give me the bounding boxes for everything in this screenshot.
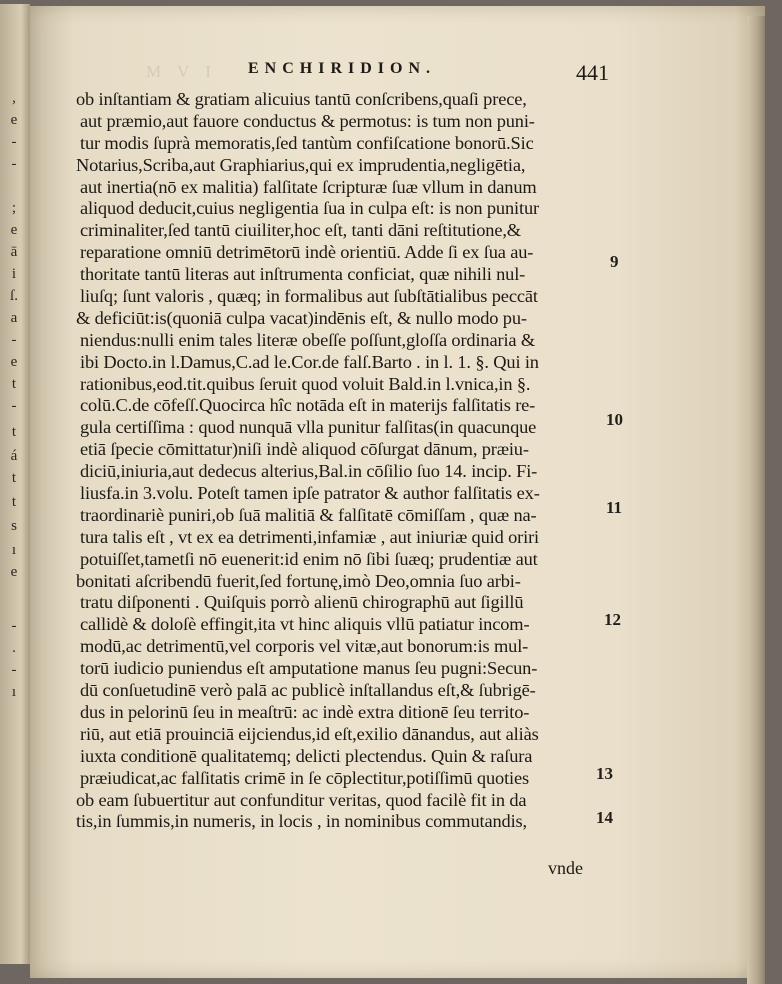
text-line: ob eam ſubuertitur aut confunditur veritas, quod facilè fit in da xyxy=(76,789,527,810)
text-line: iuxta conditionē qualitatemq; delicti plectendus. Quin & raſura xyxy=(80,745,533,766)
text-line: reparatione omniū detrimētorū indè orientiū. Adde ſi ex ſua au- xyxy=(80,242,534,263)
previous-page-edge xyxy=(0,4,30,964)
text-line: modū,ac detrimentū,vel corporis vel vitæ,aut bonorum:is mul- xyxy=(80,636,529,657)
text-line: callidè & doloſè effingit,ita vt hinc aliquis vllū patiatur incom- xyxy=(80,614,530,635)
prev-page-fragment: t xyxy=(11,424,17,440)
prev-page-fragment: - xyxy=(11,618,17,634)
text-line: & deficiūt:is(quoniā culpa vacat)indēnis eſt, & nullo modo pu- xyxy=(76,307,527,328)
text-line: præiudicat,ac falſitatis crimē in ſe cōplectitur,potiſſimū quoties xyxy=(80,767,530,788)
text-line: traordinariè puniri,ob ſuā malitiā & falſitatē cōmiſſam , quæ na- xyxy=(80,504,537,525)
page-number: 441 xyxy=(576,60,609,85)
text-line: Notarius,Scriba,aut Graphiarius,qui ex imprudentia,negligētia, xyxy=(76,154,526,175)
text-line: thoritate tantū literas aut inſtrumenta conficiat, quæ nihili nul- xyxy=(80,264,526,285)
text-line: criminaliter,ſed tantū ciuiliter,hoc eſt, tanti dāni reſtitutione,& xyxy=(80,220,521,241)
prev-page-fragment: t xyxy=(11,494,17,510)
prev-page-fragment: e xyxy=(10,112,18,128)
text-line: rationibus,eod.tit.quibus ſeruit quod voluit Bald.in l.vnica,in §. xyxy=(80,373,531,394)
prev-page-fragment: ſ. xyxy=(10,288,18,304)
text-line: liuſq; ſunt valoris , quæq; in formalibus aut ſubſtātialibus peccāt xyxy=(80,286,538,307)
prev-page-fragment: e xyxy=(10,222,18,238)
text-line: aut inertia(nō ex malitia) falſitate ſcripturæ ſuæ vllum in danum xyxy=(80,176,537,197)
margin-note-number: 11 xyxy=(606,498,623,517)
margin-note-number: 12 xyxy=(604,610,621,629)
text-line: aliquod deducit,cuius negligentia ſua in culpa eſt: is non punitur xyxy=(80,198,539,219)
text-line: ob inſtantiam & gratiam alicuius tantū conſcribens,quaſi prece, xyxy=(76,89,527,109)
text-line: tratu diſponenti . Quiſquis porrò alienū chirographū aut ſigillū xyxy=(80,592,524,613)
text-line: tur modis ſuprà memoratis,ſed tantùm confiſcatione bonorū.Sic xyxy=(80,132,534,153)
prev-page-fragment: - xyxy=(11,156,17,172)
prev-page-fragment: t xyxy=(11,376,17,392)
margin-note-number: 13 xyxy=(596,764,613,783)
margin-note-number: 14 xyxy=(596,808,613,827)
prev-page-fragment: - xyxy=(11,398,17,414)
text-line: aut præmio,aut fauore conductus & permotus: is tum non puni- xyxy=(80,110,535,131)
main-text-block xyxy=(76,89,616,833)
prev-page-fragment: ā xyxy=(10,244,18,260)
text-line: torū iudicio puniendus eſt amputatione manus ſeu pugni:Secun- xyxy=(80,658,538,679)
text-line: liusfa.in 3.volu. Poteſt tamen ipſe patrator & author falſitatis ex- xyxy=(80,483,540,504)
prev-page-fragment: ı xyxy=(11,542,17,558)
text-line: niendus:nulli enim tales literæ obeſſe poſſunt,gloſſa ordinaria & xyxy=(80,329,536,350)
prev-page-fragment: e xyxy=(10,354,18,370)
text-line: diciū,iniuria,aut dedecus alterius,Bal.in cōſilio ſuo 14. incip. Fi- xyxy=(80,461,538,482)
prev-page-fragment: , xyxy=(12,90,16,106)
prev-page-fragment: s xyxy=(11,518,17,534)
text-line: dū conſuetudinē verò palā ac publicè inſtallandus eſt,& ſubrigē- xyxy=(80,680,536,701)
prev-page-fragment: a xyxy=(10,310,18,326)
page-edge-shadow xyxy=(747,16,765,984)
text-line: tis,in ſummis,in numeris, in locis , in nominibus commutandis, xyxy=(76,811,527,832)
prev-page-fragment: ı xyxy=(11,684,17,700)
margin-note-number: 9 xyxy=(610,252,619,271)
prev-page-fragment: - xyxy=(11,134,17,150)
text-line: ibi Docto.in l.Damus,C.ad le.Cor.de falſ.Barto . in l. 1. §. Qui in xyxy=(80,351,539,372)
prev-page-fragment: - xyxy=(11,332,17,348)
text-line: tura talis eſt , vt ex ea detrimenti,infamiæ , aut iniuriæ quid oriri xyxy=(80,526,540,547)
prev-page-fragment: . xyxy=(12,640,16,656)
text-line: riū, aut etiā prouinciā eijciendus,id eſt,exilio dānandus, aut aliàs xyxy=(80,723,539,744)
prev-page-fragment: t xyxy=(11,470,17,486)
text-line: gula certiſſima : quod nunquā vlla punitur falſitas(in quacunque xyxy=(80,417,537,438)
prev-page-fragment: i xyxy=(11,266,17,282)
catchword: vnde xyxy=(548,858,583,878)
prev-page-fragment: ; xyxy=(11,200,17,216)
text-line: etiā ſpecie cōmittatur)niſi indè aliquod cōſurgat dānum, præiu- xyxy=(80,439,529,460)
running-title: ENCHIRIDION. xyxy=(248,60,437,77)
show-through-text: M V I xyxy=(146,62,217,81)
margin-note-number: 10 xyxy=(606,410,623,429)
prev-page-fragment: e xyxy=(10,564,18,580)
prev-page-fragment: - xyxy=(11,662,17,678)
text-line: dus in pelorinū ſeu in meaſtrū: ac indè extra ditionē ſeu territo- xyxy=(80,701,530,722)
text-line: bonitati aſcribendū fuerit,ſed fortunę,imò Deo,omnia ſuo arbi- xyxy=(76,570,521,591)
prev-page-fragment: á xyxy=(10,448,18,464)
text-line: colū.C.de cōfeſſ.Quocirca hîc notāda eſt in materijs falſitatis re- xyxy=(80,395,536,416)
text-line: potuiſſet,tametſi nō euenerit:id enim nō ſibi ſuæq; prudentiæ aut xyxy=(80,548,538,569)
